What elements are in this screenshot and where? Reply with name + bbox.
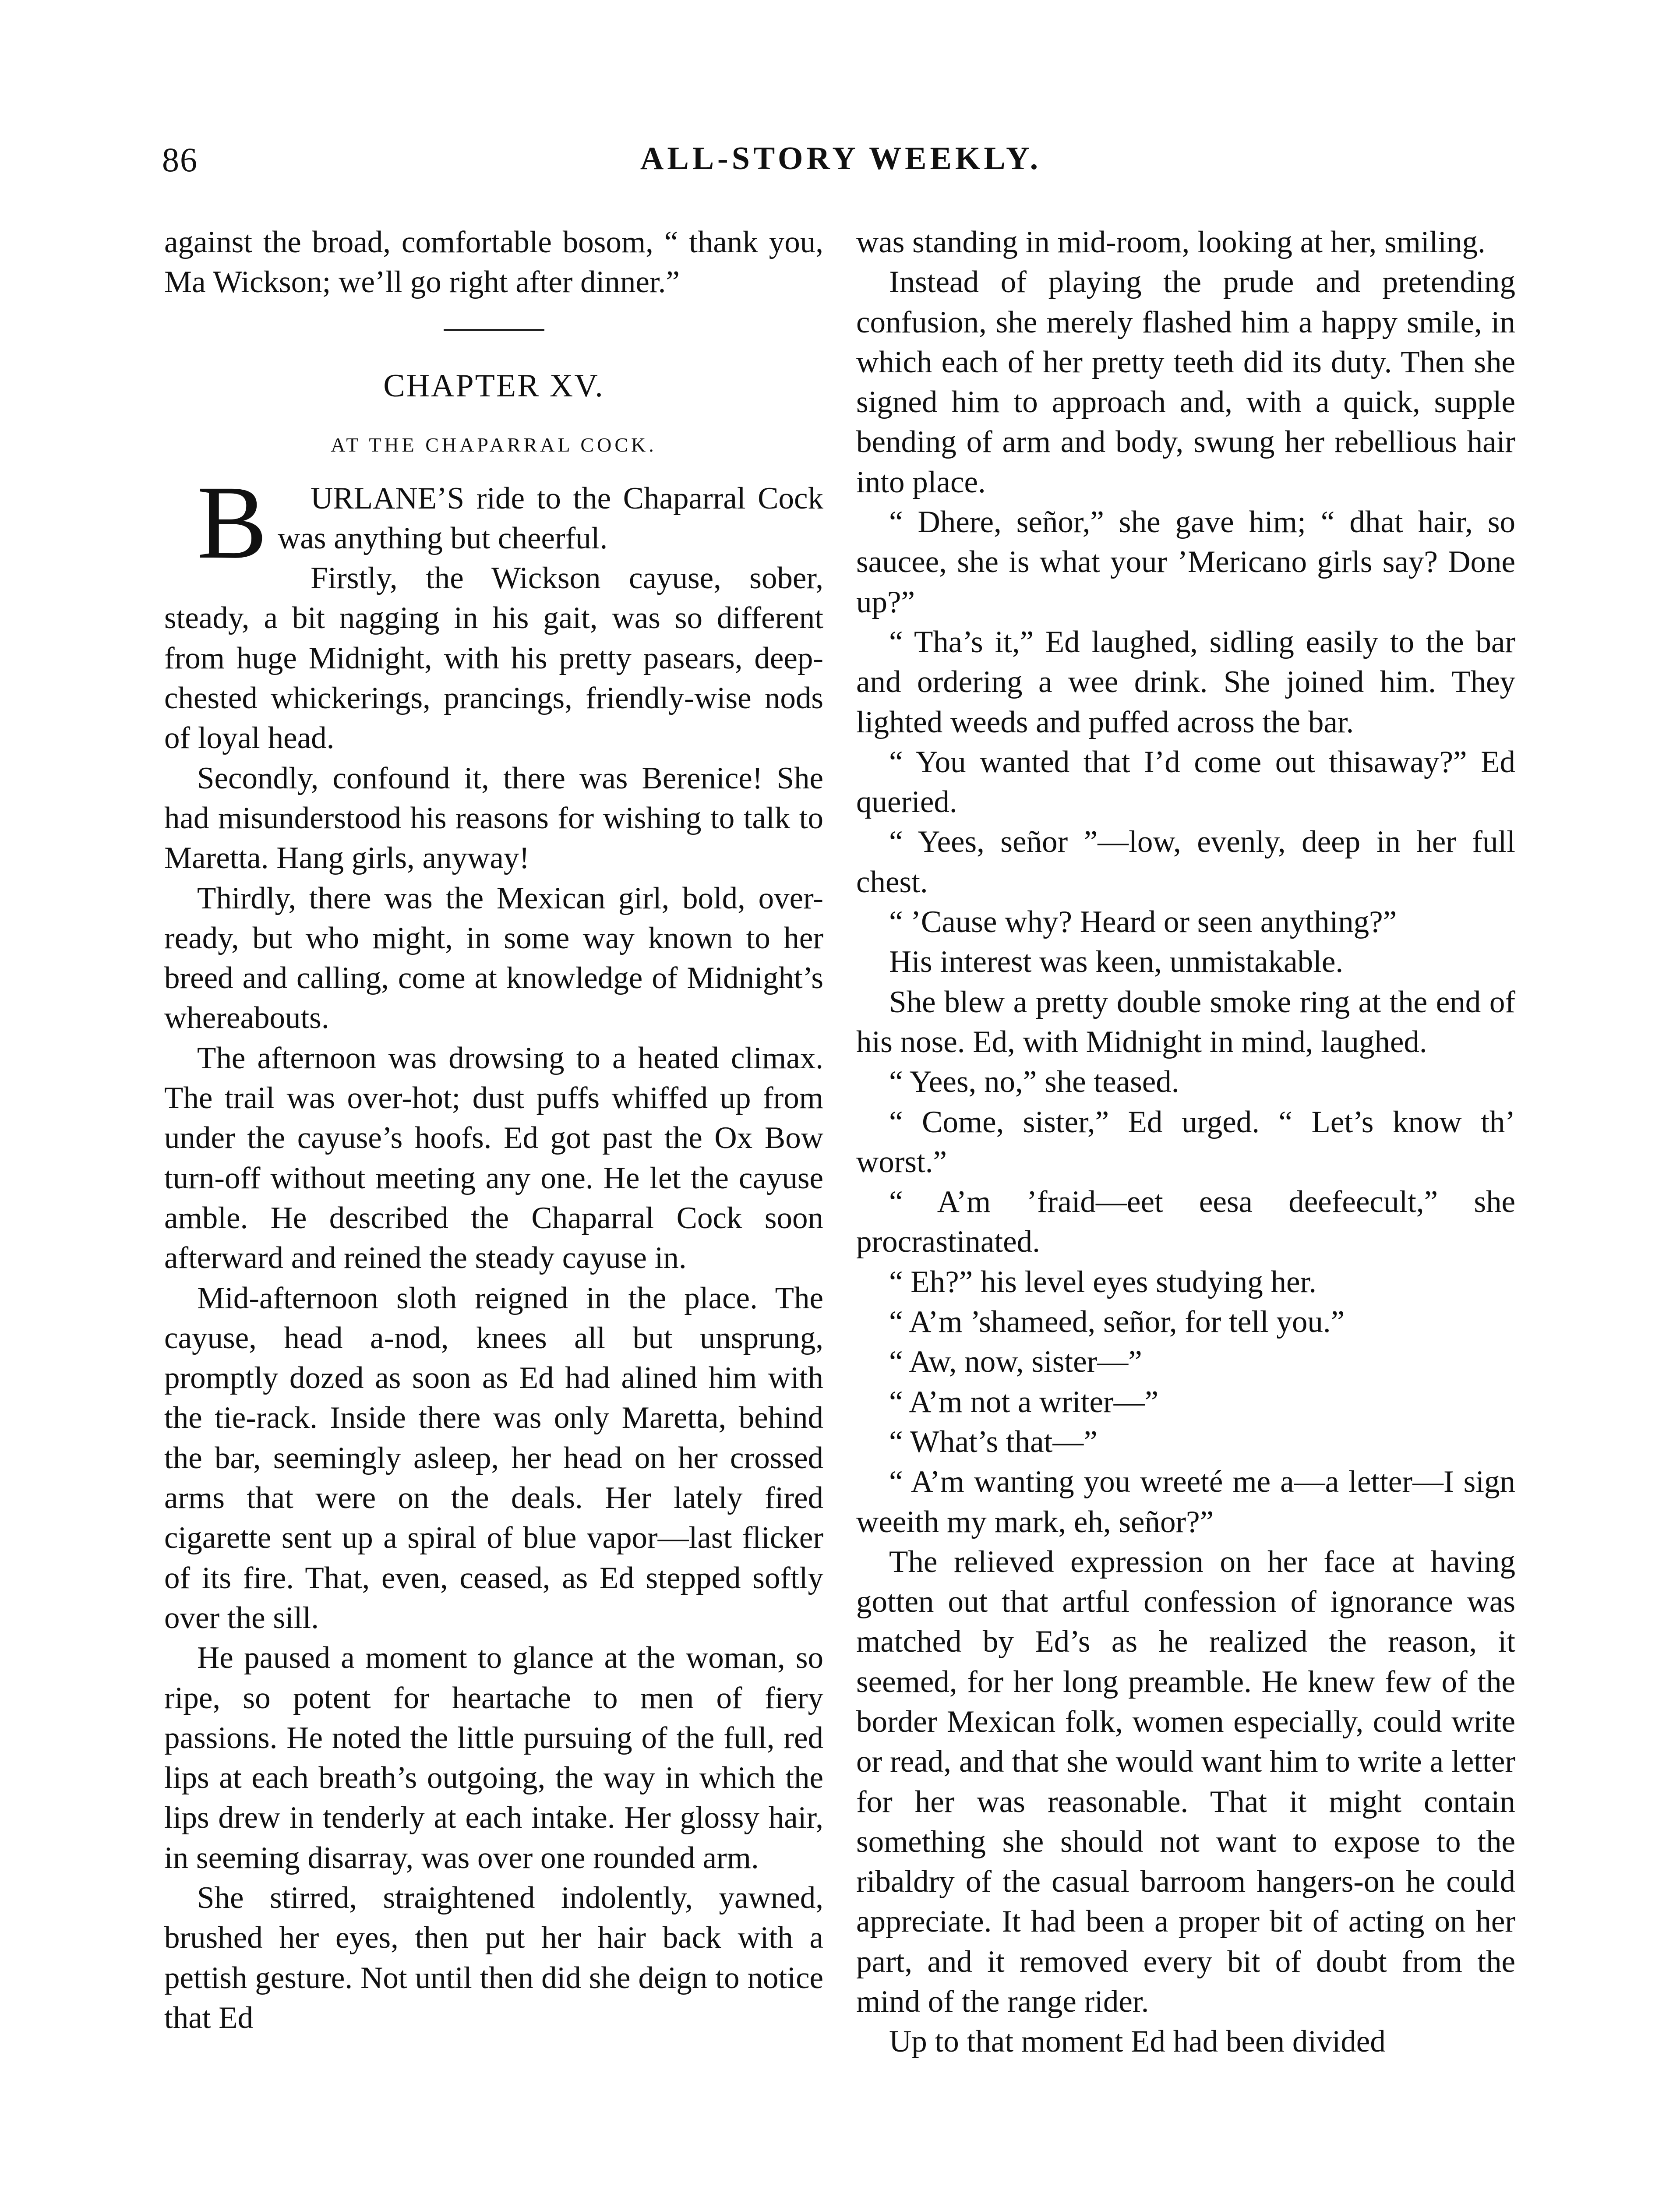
paragraph: Firstly, the Wickson cayuse, sober, steady, a bit nagging in his gait, was so different from huge Midnight, with his pretty pasears, deep-chested whickerings, prancings, friendly-wise nods of loyal head.: [164, 561, 823, 756]
paragraph: “ ’Cause why? Heard or seen anything?”: [889, 905, 1397, 940]
paragraph: “ What’s that—”: [889, 1424, 1098, 1459]
first-paragraph-text: URLANE’S ride to the Chaparral Cock was anything but cheerful.: [278, 481, 823, 555]
drop-cap: B: [197, 463, 268, 580]
paragraph: “ Dhere, señor,” she gave him; “ dhat hair, so saucee, she is what your ’Mericano girls say? Done up?”: [856, 505, 1515, 619]
paragraph: “ A’m wanting you wreeté me a—a letter—I sign weeith my mark, eh, señor?”: [856, 1465, 1515, 1539]
chapter-title: CHAPTER XV.: [383, 367, 604, 404]
paragraph: The afternoon was drowsing to a heated climax. The trail was over-hot; dust puffs whiffed up from under the cayuse’s hoofs. Ed got past the Ox Bow turn-off without meeting any one. He let the cayuse amble. He described the Chaparral Cock soon afterward and reined the steady cayuse in.: [164, 1041, 823, 1275]
continuation-paragraph: was standing in mid-room, looking at her, smiling.: [856, 225, 1486, 259]
paragraph: Thirdly, there was the Mexican girl, bold, over-ready, but who might, in some way known to her breed and calling, come at knowledge of Midnight’s whereabouts.: [164, 881, 823, 1035]
paragraph: Up to that moment Ed had been divided: [889, 2024, 1386, 2059]
right-column: [856, 223, 1515, 2062]
first-paragraph: [164, 463, 823, 580]
paragraph: She stirred, straightened indolently, yawned, brushed her eyes, then put her hair back with a pettish gesture. Not until then did she deign to notice that Ed: [164, 1880, 823, 2035]
left-column: [164, 223, 823, 2038]
paragraph: “ Come, sister,” Ed urged. “ Let’s know th’ worst.”: [856, 1105, 1515, 1179]
paragraph: “ Yees, no,” she teased.: [889, 1065, 1179, 1099]
opening-paragraph: against the broad, comfortable bosom, “ thank you, Ma Wickson; we’ll go right after dinner.”: [164, 225, 823, 300]
paragraph: “ Aw, now, sister—”: [889, 1345, 1142, 1379]
paragraph: Secondly, confound it, there was Berenice! She had misunderstood his reasons for wishing to talk to Maretta. Hang girls, anyway!: [164, 761, 823, 876]
running-head: ALL-STORY WEEKLY.: [640, 141, 1042, 177]
paragraph: The relieved expression on her face at having gotten out that artful confession of ignorance was matched by Ed’s as he realized the reason, it seemed, for her long preamble. He knew few of the border Mexican folk, women especially, could write or read, and that she would want him to write a letter for her was reasonable. That it might contain something she should not want to expose to the ribaldry of the casual barroom hangers-on he could appreciate. It had been a proper bit of acting on her part, and it removed every bit of doubt from the mind of the range rider.: [856, 1544, 1515, 2019]
paragraph: She blew a pretty double smoke ring at the end of his nose. Ed, with Midnight in mind, laughed.: [856, 985, 1515, 1059]
paragraph: “ Yees, señor ”—low, evenly, deep in her full chest.: [856, 825, 1515, 899]
paragraph: “ You wanted that I’d come out thisaway?” Ed queried.: [856, 745, 1515, 819]
section-divider: [444, 329, 544, 331]
paragraph: “ A’m ’fraid—eet eesa deefeecult,” she procrastinated.: [856, 1185, 1515, 1259]
paragraph: “ A’m ’shameed, señor, for tell you.”: [889, 1305, 1345, 1339]
paragraph: He paused a moment to glance at the woman, so ripe, so potent for heartache to men of fiery passions. He noted the little pursuing of the full, red lips at each breath’s outgoing, the way in which the lips drew in tenderly at each intake. Her glossy hair, in seeming disarray, was over one rounded arm.: [164, 1641, 823, 1875]
page-number: 86: [162, 141, 198, 179]
chapter-subtitle: AT THE CHAPARRAL COCK.: [331, 433, 657, 456]
paragraph: Instead of playing the prude and pretending confusion, she merely flashed him a happy smile, in which each of her pretty teeth did its duty. Then she signed him to approach and, with a quick, supple bending of arm and body, swung her rebellious hair into place.: [856, 265, 1515, 499]
paragraph: “ Eh?” his level eyes studying her.: [889, 1265, 1316, 1299]
paragraph: Mid-afternoon sloth reigned in the place. The cayuse, head a-nod, knees all but unsprung, promptly dozed as soon as Ed had alined him with the tie-rack. Inside there was only Maretta, behind the bar, seemingly asleep, her head on her crossed arms that were on the deals. Her lately fired cigarette sent up a spiral of blue vapor—last flicker of its fire. That, even, ceased, as Ed stepped softly over the sill.: [164, 1281, 823, 1635]
paragraph: “ A’m not a writer—”: [889, 1385, 1159, 1419]
page-header: [162, 140, 1520, 193]
paragraph: His interest was keen, unmistakable.: [889, 945, 1344, 979]
paragraph: “ Tha’s it,” Ed laughed, sidling easily to the bar and ordering a wee drink. She joined him. They lighted weeds and puffed across the bar.: [856, 625, 1515, 739]
